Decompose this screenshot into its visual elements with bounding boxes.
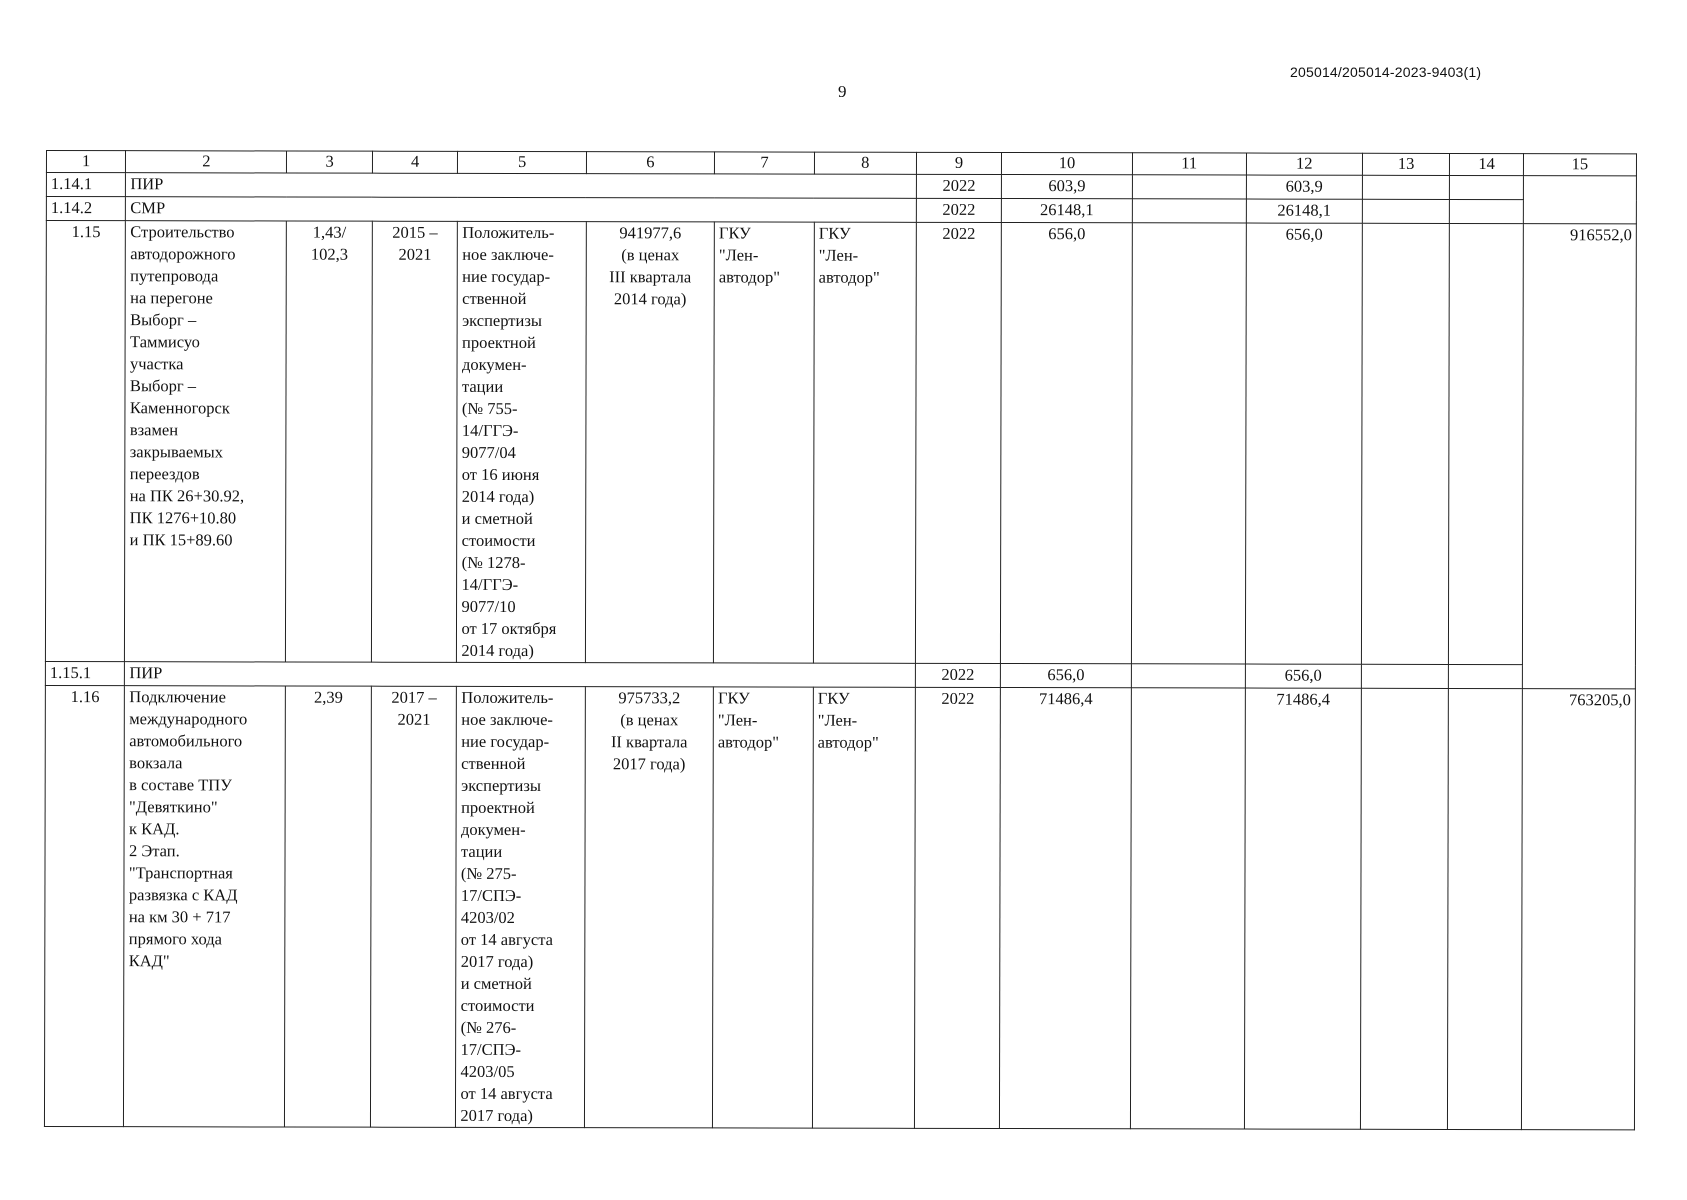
- col-header: 11: [1132, 153, 1246, 175]
- row-col13-empty: [1360, 688, 1449, 1129]
- table-row: [45, 221, 1636, 665]
- row-code: 1.16: [44, 685, 124, 1126]
- row-code: 1.14.1: [46, 173, 125, 197]
- row-developer: ГКУ "Лен- автодор": [812, 687, 915, 1128]
- col-header: 6: [586, 152, 714, 174]
- row-expertise: Положитель- ное заключе- ние государ- ственной экспертизы проектной докумен- тации (№ 275- 17/СПЭ- 4203/02 от 14 августа 2017 года) и сметной стоимости (№ 276- 17/СПЭ- 4203/05 от 14 августа 2017 года): [456, 686, 585, 1127]
- table-row: [46, 197, 1636, 224]
- row-col10-value: 656,0: [1001, 223, 1132, 664]
- row-length: 1,43/ 102,3: [286, 221, 372, 662]
- page-number: 9: [838, 82, 847, 101]
- col-header: 12: [1246, 153, 1362, 175]
- row-estimated-cost: 975733,2 (в ценах II квартала 2017 года): [584, 687, 713, 1128]
- col-header: 8: [814, 152, 916, 174]
- row-col10-value: 656,0: [1001, 664, 1131, 688]
- row-customer: ГКУ "Лен- автодор": [714, 222, 815, 663]
- row-code: 1.15.1: [45, 661, 124, 685]
- table-row: [46, 173, 1636, 200]
- document-id: 205014/205014-2023-9403(1): [1290, 64, 1482, 80]
- row-year: 2022: [916, 198, 1002, 222]
- col-header: 1: [46, 151, 125, 173]
- row-col14-empty: [1448, 688, 1522, 1129]
- row-col14-empty: [1449, 664, 1522, 688]
- row-col15-value: 763205,0: [1521, 689, 1635, 1130]
- col-header: 10: [1002, 153, 1132, 175]
- row-col13-empty: [1361, 664, 1449, 688]
- row-col12-value: 26148,1: [1246, 199, 1362, 223]
- row-col14-empty: [1450, 199, 1523, 223]
- row-customer: ГКУ "Лен- автодор": [713, 687, 814, 1128]
- row-col12-value: 71486,4: [1244, 688, 1361, 1129]
- row-col13-empty: [1362, 199, 1450, 223]
- col-header: 3: [287, 151, 373, 173]
- row-name: Подключение международного автомобильного вокзала в составе ТПУ "Девяткино" к КАД. 2 Этап. "Транспортная развязка с КАД на км 30 + 717 прямого хода КАД": [124, 686, 286, 1127]
- col-header: 9: [916, 152, 1002, 174]
- col-header: 4: [372, 151, 458, 173]
- table-row: [44, 685, 1635, 1129]
- row-col11-empty: [1131, 664, 1245, 688]
- row-expertise: Положитель- ное заключе- ние государ- ственной экспертизы проектной докумен- тации (№ 755- 14/ГГЭ- 9077/04 от 16 июня 2014 года) и сметной стоимости (№ 1278- 14/ГГЭ- 9077/10 от 17 октября 2014 года): [457, 221, 586, 662]
- row-name: ПИР: [125, 662, 915, 688]
- col-header: 15: [1523, 154, 1636, 176]
- row-year: 2022: [915, 663, 1001, 687]
- row-period: 2017 – 2021: [370, 686, 456, 1127]
- row-length: 2,39: [285, 686, 371, 1127]
- col-header: 2: [126, 151, 287, 173]
- row-col15-value: 916552,0: [1522, 224, 1636, 689]
- col-header: 14: [1450, 153, 1523, 175]
- row-col11-empty: [1130, 688, 1245, 1129]
- col-header: 5: [458, 151, 586, 173]
- row-col10-value: 26148,1: [1002, 199, 1132, 223]
- row-name: Строительство автодорожного путепровода на перегоне Выборг – Таммисуо участка Выборг – Каменногорск взамен закрываемых переездов на ПК 26+30.92, ПК 1276+10.80 и ПК 15+89.60: [125, 221, 287, 662]
- data-table-sheet: [44, 150, 1637, 1131]
- row-name: ПИР: [126, 173, 916, 199]
- row-code: 1.15: [45, 221, 125, 662]
- col-header: 13: [1362, 153, 1450, 175]
- col-header: 7: [715, 152, 815, 174]
- row-year: 2022: [915, 222, 1001, 663]
- row-year: 2022: [916, 174, 1002, 198]
- row-name: СМР: [126, 197, 916, 223]
- row-col11-empty: [1131, 223, 1246, 664]
- table-row: [45, 661, 1635, 688]
- row-col10-value: 603,9: [1002, 175, 1132, 199]
- row-col12-value: 656,0: [1245, 223, 1362, 664]
- row-col10-value: 71486,4: [1000, 688, 1131, 1129]
- row-year: 2022: [914, 687, 1000, 1128]
- data-table: [44, 150, 1637, 1130]
- row-col14-empty: [1450, 175, 1523, 199]
- row-col12-value: 656,0: [1245, 664, 1361, 688]
- row-col11-empty: [1132, 175, 1246, 199]
- row-code: 1.14.2: [46, 197, 125, 221]
- row-col14-empty: [1449, 223, 1523, 664]
- row-col15-empty: [1523, 176, 1636, 224]
- row-estimated-cost: 941977,6 (в ценах III квартала 2014 года): [585, 222, 714, 663]
- row-col13-empty: [1362, 175, 1450, 199]
- row-period: 2015 – 2021: [371, 221, 457, 662]
- row-developer: ГКУ "Лен- автодор": [813, 222, 916, 663]
- row-col12-value: 603,9: [1246, 175, 1362, 199]
- row-col11-empty: [1132, 199, 1246, 223]
- row-col13-empty: [1361, 223, 1450, 664]
